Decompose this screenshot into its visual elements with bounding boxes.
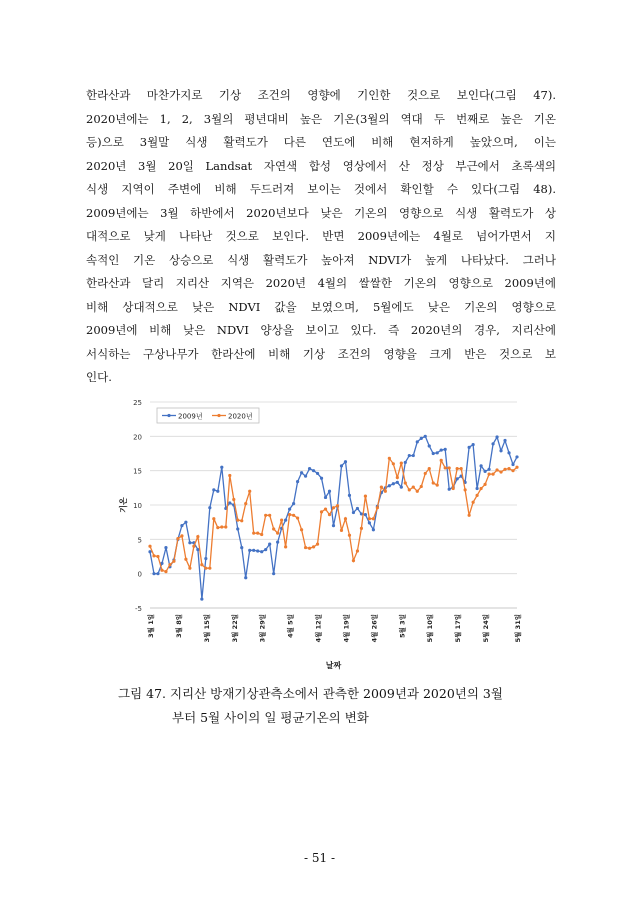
data-point <box>491 473 494 476</box>
data-point <box>212 488 215 491</box>
data-point <box>487 468 490 471</box>
x-tick-label: 5월 24일 <box>482 614 491 643</box>
data-point <box>348 534 351 537</box>
data-point <box>499 449 502 452</box>
data-point <box>515 455 518 458</box>
data-point <box>228 501 231 504</box>
data-point <box>316 472 319 475</box>
data-point <box>304 546 307 549</box>
body-line: 비해 상대적으로 낮은 NDVI 값을 보였으며, 5월에도 낮은 기온의 영향으로 <box>86 299 556 314</box>
data-point <box>148 545 151 548</box>
data-point <box>468 514 471 517</box>
data-point <box>332 524 335 527</box>
legend-label: 2020년 <box>228 412 253 421</box>
data-point <box>260 550 263 553</box>
data-point <box>244 502 247 505</box>
x-tick-label: 3월 15일 <box>202 614 211 643</box>
data-point <box>300 528 303 531</box>
data-point <box>176 537 179 540</box>
data-point <box>168 563 171 566</box>
data-point <box>400 486 403 489</box>
data-point <box>192 545 195 548</box>
data-point <box>368 521 371 524</box>
data-point <box>468 446 471 449</box>
body-line: 2020년 3월 20일 Landsat 자연색 합성 영상에서 산 정상 부근에서 초록색의 <box>86 158 556 173</box>
data-point <box>511 463 514 466</box>
data-point <box>340 529 343 532</box>
body-line: 대적으로 낮게 나타난 것으로 보인다. 반면 2009년에는 4월로 넘어가면서 지 <box>86 229 556 243</box>
data-point <box>404 481 407 484</box>
body-paragraph <box>86 84 556 390</box>
page-number: - 51 - <box>303 851 335 865</box>
data-point <box>208 567 211 570</box>
data-point <box>483 470 486 473</box>
data-point <box>340 464 343 467</box>
data-point <box>296 516 299 519</box>
data-point <box>276 540 279 543</box>
x-tick-label: 4월 19일 <box>342 614 351 643</box>
data-point <box>152 572 155 575</box>
data-point <box>511 469 514 472</box>
data-point <box>264 514 267 517</box>
data-point <box>384 490 387 493</box>
data-point <box>308 467 311 470</box>
y-axis-title: 기온 <box>119 497 128 513</box>
y-tick-label: 25 <box>133 399 142 407</box>
body-line: 식생 지역이 주변에 비해 두드러져 보이는 것에서 확인할 수 있다(그림 48). <box>86 182 556 196</box>
data-point <box>248 490 251 493</box>
data-point <box>507 451 510 454</box>
data-point <box>284 519 287 522</box>
data-point <box>280 519 283 522</box>
data-point <box>428 444 431 447</box>
data-point <box>420 485 423 488</box>
data-point <box>316 543 319 546</box>
data-point <box>180 524 183 527</box>
data-point <box>503 468 506 471</box>
data-point <box>332 506 335 509</box>
data-point <box>292 502 295 505</box>
data-point <box>412 454 415 457</box>
data-point <box>288 508 291 511</box>
data-point <box>424 435 427 438</box>
data-point <box>380 486 383 489</box>
data-point <box>472 443 475 446</box>
data-point <box>515 466 518 469</box>
x-tick-label: 3월 1일 <box>147 614 155 638</box>
data-point <box>288 513 291 516</box>
data-point <box>252 549 255 552</box>
data-point <box>396 476 399 479</box>
data-point <box>188 541 191 544</box>
data-point <box>164 546 167 549</box>
data-point <box>499 470 502 473</box>
data-point <box>440 459 443 462</box>
data-point <box>164 570 167 573</box>
data-point <box>368 517 371 520</box>
data-point <box>276 532 279 535</box>
data-point <box>188 567 191 570</box>
data-point <box>476 494 479 497</box>
data-point <box>204 567 207 570</box>
data-point <box>312 469 315 472</box>
x-tick-label: 4월 5일 <box>286 614 295 638</box>
data-point <box>240 546 243 549</box>
data-point <box>300 471 303 474</box>
data-point <box>160 569 163 572</box>
data-point <box>388 484 391 487</box>
data-point <box>456 467 459 470</box>
data-point <box>156 572 159 575</box>
data-point <box>360 527 363 530</box>
data-point <box>476 487 479 490</box>
x-tick-label: 3월 22일 <box>230 614 239 643</box>
data-point <box>220 466 223 469</box>
data-point <box>364 494 367 497</box>
y-tick-label: 5 <box>137 536 142 545</box>
data-point <box>428 467 431 470</box>
data-point <box>224 525 227 528</box>
data-point <box>356 549 359 552</box>
data-point <box>320 477 323 480</box>
data-point <box>436 483 439 486</box>
x-tick-label: 5월 10일 <box>426 614 435 643</box>
data-point <box>320 510 323 513</box>
x-tick-label: 4월 12일 <box>314 614 323 643</box>
data-point <box>408 454 411 457</box>
data-point <box>152 554 155 557</box>
data-point <box>479 464 482 467</box>
data-point <box>264 548 267 551</box>
data-point <box>272 527 275 530</box>
data-point <box>208 506 211 509</box>
data-point <box>184 521 187 524</box>
data-point <box>392 482 395 485</box>
data-point <box>416 490 419 493</box>
data-point <box>440 448 443 451</box>
data-point <box>487 473 490 476</box>
data-point <box>495 468 498 471</box>
legend-label: 2009년 <box>178 412 203 421</box>
data-point <box>352 511 355 514</box>
data-point <box>408 488 411 491</box>
data-point <box>432 481 435 484</box>
body-line: 등)으로 3월말 식생 활력도가 다른 연도에 비해 현저하게 높았으며, 이는 <box>86 135 556 149</box>
data-point <box>392 462 395 465</box>
data-point <box>416 440 419 443</box>
data-point <box>491 442 494 445</box>
data-point <box>336 504 339 507</box>
data-point <box>495 435 498 438</box>
y-tick-label: -5 <box>135 605 142 613</box>
data-point <box>507 467 510 470</box>
data-point <box>348 494 351 497</box>
caption-line-1: 그림 47. 지리산 방재기상관측소에서 관측한 2009년과 2020년의 3월 <box>118 686 503 701</box>
data-point <box>236 519 239 522</box>
series-line-1 <box>150 436 517 599</box>
data-point <box>444 466 447 469</box>
data-point <box>324 496 327 499</box>
data-point <box>252 532 255 535</box>
figure-caption <box>100 682 560 730</box>
body-line: 한라산과 마찬가지로 기상 조건의 영향에 기인한 것으로 보인다(그림 47). <box>86 88 556 102</box>
series-line-2 <box>150 458 517 571</box>
data-point <box>483 483 486 486</box>
data-point <box>292 514 295 517</box>
data-point <box>196 535 199 538</box>
data-point <box>236 527 239 530</box>
data-point <box>356 507 359 510</box>
data-point <box>456 477 459 480</box>
data-point <box>412 486 415 489</box>
data-point <box>436 451 439 454</box>
x-tick-label: 5월 31일 <box>514 614 522 643</box>
data-point <box>344 517 347 520</box>
data-point <box>444 448 447 451</box>
data-point <box>460 467 463 470</box>
data-point <box>328 490 331 493</box>
data-point <box>472 501 475 504</box>
data-point <box>228 474 231 477</box>
data-point <box>172 560 175 563</box>
y-tick-label: 15 <box>133 467 142 476</box>
x-tick-label: 5월 3일 <box>398 614 407 638</box>
x-tick-label: 4월 26일 <box>370 614 379 643</box>
data-point <box>396 481 399 484</box>
data-point <box>212 517 215 520</box>
data-point <box>372 517 375 520</box>
data-point <box>372 528 375 531</box>
body-line: 2009년에 비해 낮은 NDVI 양상을 보이고 있다. 즉 2020년의 경우, 지리산에 <box>86 323 556 337</box>
data-point <box>260 533 263 536</box>
data-point <box>220 525 223 528</box>
body-line: 속적인 기온 상승으로 식생 활력도가 높아져 NDVI가 높게 나타났다. 그러나 <box>86 252 556 267</box>
x-tick-label: 3월 29일 <box>258 614 267 643</box>
data-point <box>464 488 467 491</box>
data-point <box>479 487 482 490</box>
caption-line-2: 부터 5월 사이의 일 평균기온의 변화 <box>172 710 369 725</box>
data-point <box>240 519 243 522</box>
data-point <box>216 526 219 529</box>
data-point <box>328 513 331 516</box>
body-line: 2009년에는 3월 하반에서 2020년보다 낮은 기온의 영향으로 식생 활력도가 상 <box>86 205 556 220</box>
data-point <box>424 472 427 475</box>
body-line: 2020년에는 1, 2, 3월의 평년대비 높은 기온(3월의 역대 두 번째로 높은 기온 <box>86 111 556 126</box>
data-point <box>284 545 287 548</box>
data-point <box>344 460 347 463</box>
data-point <box>216 490 219 493</box>
data-point <box>296 480 299 483</box>
y-tick-label: 10 <box>133 502 142 510</box>
x-tick-label: 3월 8일 <box>174 614 183 638</box>
data-point <box>268 514 271 517</box>
data-point <box>448 466 451 469</box>
data-point <box>268 543 271 546</box>
data-point <box>364 513 367 516</box>
data-point <box>312 545 315 548</box>
data-point <box>420 437 423 440</box>
data-point <box>256 532 259 535</box>
y-tick-label: 0 <box>137 570 142 579</box>
y-tick-label: 20 <box>133 433 142 442</box>
data-point <box>180 534 183 537</box>
data-point <box>304 475 307 478</box>
data-point <box>352 559 355 562</box>
data-point <box>400 462 403 465</box>
data-point <box>452 487 455 490</box>
x-axis-title: 날짜 <box>325 661 342 670</box>
data-point <box>388 457 391 460</box>
data-point <box>308 547 311 550</box>
data-point <box>256 549 259 552</box>
data-point <box>324 508 327 511</box>
data-point <box>248 549 251 552</box>
body-line: 한라산과 달리 지리산 지역은 2020년 4월의 쌀쌀한 기온의 영향으로 2009년에 <box>86 276 556 290</box>
data-point <box>200 563 203 566</box>
data-point <box>244 576 247 579</box>
data-point <box>376 506 379 509</box>
data-point <box>404 461 407 464</box>
data-point <box>503 439 506 442</box>
data-point <box>272 572 275 575</box>
data-point <box>156 555 159 558</box>
data-point <box>232 498 235 501</box>
temperature-line-chart <box>112 392 532 677</box>
data-point <box>204 557 207 560</box>
x-tick-label: 5월 17일 <box>454 614 463 643</box>
legend-marker <box>167 414 170 417</box>
legend-marker <box>217 414 220 417</box>
data-point <box>448 488 451 491</box>
data-point <box>184 558 187 561</box>
data-point <box>432 452 435 455</box>
data-point <box>200 597 203 600</box>
body-line: 서식하는 구상나무가 한라산에 비해 기상 조건의 영향을 크게 반은 것으로 보 <box>86 346 556 361</box>
body-line: 인다. <box>86 370 112 384</box>
